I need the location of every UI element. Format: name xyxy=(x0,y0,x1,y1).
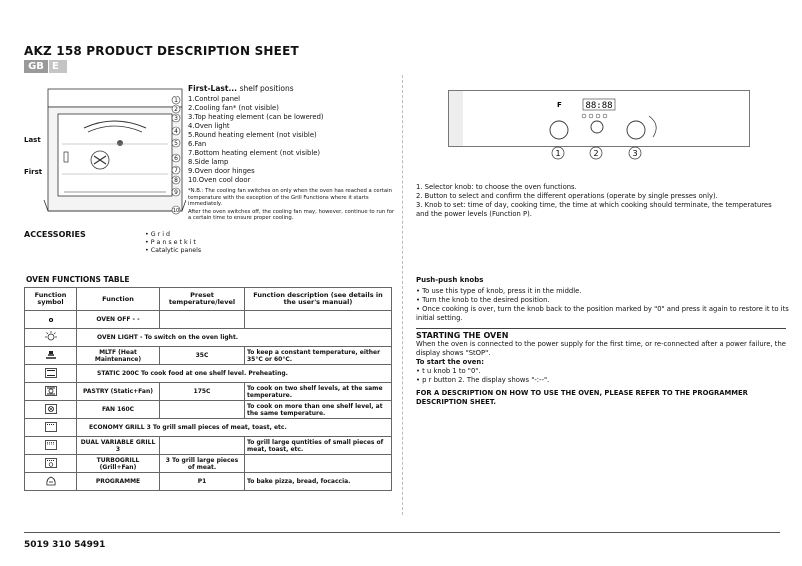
selector-knob-1 xyxy=(550,121,568,139)
economy-grill-icon xyxy=(25,419,77,437)
footer-code: 5019 310 54991 xyxy=(24,540,106,550)
turbogrill-icon xyxy=(25,455,77,473)
part-item: 4.Oven light xyxy=(188,122,230,130)
svg-text:3: 3 xyxy=(632,149,638,158)
push-item: • Once cooking is over, turn the knob back to the position marked by "0" and press it again to restore it to its initial setting. xyxy=(416,305,789,322)
column-divider xyxy=(402,75,403,515)
starting-body xyxy=(416,340,786,407)
table-row xyxy=(25,473,392,491)
svg-text:2: 2 xyxy=(593,149,599,158)
part-item: 1.Control panel xyxy=(188,95,241,103)
fan-icon xyxy=(25,401,77,419)
callout-text: 8 xyxy=(174,177,178,184)
svg-text:o: o xyxy=(48,315,53,324)
lang-e: E xyxy=(49,60,67,73)
function-cell: PASTRY (Static+Fan) xyxy=(77,383,160,401)
callout-markers xyxy=(166,96,186,218)
language-badges xyxy=(24,60,67,73)
callout-text: 7 xyxy=(174,167,178,174)
pastry-icon xyxy=(25,383,77,401)
temp-cell: 35C xyxy=(160,347,245,365)
callout-text: 2 xyxy=(174,106,178,113)
push-knobs-list xyxy=(416,287,796,323)
parts-heading xyxy=(188,84,398,93)
table-row xyxy=(25,383,392,401)
table-row xyxy=(25,419,392,437)
accessory-item: • Catalytic panels xyxy=(145,247,202,255)
label-first: First xyxy=(24,168,43,176)
push-item: • To use this type of knob, press it in the middle. xyxy=(416,287,582,295)
parts-heading-sub: shelf positions xyxy=(239,84,294,93)
starting-label: To start the oven: xyxy=(416,358,484,366)
starting-title: STARTING THE OVEN xyxy=(416,328,786,340)
oven-illustration xyxy=(24,88,186,218)
callout-text: 1 xyxy=(174,97,178,104)
desc-cell: To grill large quntities of small pieces of meat, toast, etc. xyxy=(245,437,392,455)
starting-step: • t u knob 1 to "0". xyxy=(416,367,481,375)
dual-grill-icon xyxy=(25,437,77,455)
temp-cell xyxy=(160,311,245,329)
functions-table-title: OVEN FUNCTIONS TABLE xyxy=(26,275,130,284)
temp-cell: 175C xyxy=(160,383,245,401)
push-item: • Turn the knob to the desired position. xyxy=(416,296,550,304)
part-item: 3.Top heating element (can be lowered) xyxy=(188,113,324,121)
starting-text: When the oven is connected to the power supply for the first time, or re-connected after a power failure, the display shows "StOP". xyxy=(416,340,786,357)
table-row xyxy=(25,401,392,419)
part-item: 10.Oven cool door xyxy=(188,176,251,184)
programme-icon xyxy=(25,473,77,491)
parts-list xyxy=(188,84,398,222)
desc-cell xyxy=(245,455,392,473)
span-cell: OVEN LIGHT - To switch on the oven light. xyxy=(77,329,392,347)
instruction-item: 3. Knob to set: time of day, cooking time, the time at which cooking should terminate, the temperatures and the power levels (Function P). xyxy=(416,201,772,218)
starting-note: FOR A DESCRIPTION ON HOW TO USE THE OVEN, PLEASE REFER TO THE PROGRAMMER DESCRIPTION SHEET. xyxy=(416,389,748,406)
control-panel xyxy=(448,90,750,147)
lang-gb: GB xyxy=(24,60,48,73)
parts-note-1: *N.B.: The cooling fan switches on only when the oven has reached a certain temperature with the exception of the Grill Functions where it starts immediately. xyxy=(188,188,392,208)
callout-text: 3 xyxy=(174,115,178,122)
desc-cell: To cook on two shelf levels, at the same temperature. xyxy=(245,383,392,401)
col-desc: Function description (see details in the user's manual) xyxy=(245,288,392,311)
parts-note-2: After the oven switches off, the cooling fan may, however, continue to run for a certain time to ensure proper cooling. xyxy=(188,208,395,222)
callout-text: 5 xyxy=(174,140,178,147)
starting-step: • p r button 2. The display shows "-:--". xyxy=(416,376,550,384)
svg-text:1: 1 xyxy=(555,149,561,158)
temp-cell: P1 xyxy=(160,473,245,491)
desc-cell xyxy=(245,311,392,329)
callout-text: 9 xyxy=(174,189,178,196)
function-cell: OVEN OFF - - xyxy=(77,311,160,329)
function-cell: TURBOGRILL (Grill+Fan) xyxy=(77,455,160,473)
span-cell: STATIC 200C To cook food at one shelf level. Preheating. xyxy=(77,365,392,383)
part-item: 2.Cooling fan* (not visible) xyxy=(188,104,279,112)
table-row xyxy=(25,437,392,455)
knob-number-markers xyxy=(540,145,650,163)
function-cell: FAN 160C xyxy=(77,401,160,419)
static-icon xyxy=(25,365,77,383)
table-row xyxy=(25,347,392,365)
col-function: Function xyxy=(77,288,160,311)
page-title: AKZ 158 PRODUCT DESCRIPTION SHEET xyxy=(24,44,299,58)
desc-cell: To bake pizza, bread, focaccia. xyxy=(245,473,392,491)
function-cell: PROGRAMME xyxy=(77,473,160,491)
temp-cell xyxy=(160,437,245,455)
function-cell: DUAL VARIABLE GRILL 3 xyxy=(77,437,160,455)
footer-divider xyxy=(24,532,780,533)
oven-diagram xyxy=(24,88,186,222)
part-item: 8.Side lamp xyxy=(188,158,229,166)
knob-3 xyxy=(627,121,645,139)
table-row xyxy=(25,329,392,347)
part-item: 5.Round heating element (not visible) xyxy=(188,131,317,139)
accessory-item: • G r i d xyxy=(145,231,170,238)
part-item: 6.Fan xyxy=(188,140,207,148)
lamp-icon xyxy=(25,329,77,347)
accessory-item: • P a n s e t k i t xyxy=(145,239,196,247)
temp-cell: 3 To grill large pieces of meat. xyxy=(160,455,245,473)
table-header-row xyxy=(25,288,392,311)
desc-cell: To keep a constant temperature, either 35°C or 60°C. xyxy=(245,347,392,365)
functions-table xyxy=(24,287,392,491)
temp-cell xyxy=(160,401,245,419)
part-item: 7.Bottom heating element (not visible) xyxy=(188,149,321,157)
instruction-item: 2. Button to select and confirm the different operations (operate by single presses only). xyxy=(416,192,718,200)
desc-cell: To cook on more than one shelf level, at the same temperature. xyxy=(245,401,392,419)
control-panel-drawing xyxy=(449,91,749,146)
table-row xyxy=(25,311,392,329)
instruction-item: 1. Selector knob: to choose the oven functions. xyxy=(416,183,577,191)
col-temp: Preset temperature/level xyxy=(160,288,245,311)
table-row xyxy=(25,365,392,383)
callout-text: 6 xyxy=(174,155,178,162)
span-cell: ECONOMY GRILL 3 To grill small pieces of meat, toast, etc. xyxy=(77,419,392,437)
accessories-list xyxy=(145,231,201,256)
panel-label-f: F xyxy=(557,101,562,109)
table-row xyxy=(25,455,392,473)
col-symbol: Function symbol xyxy=(25,288,77,311)
callout-text: 4 xyxy=(174,128,178,135)
push-knobs-title: Push-push knobs xyxy=(416,276,484,284)
callout-text: 10 xyxy=(172,208,180,214)
label-last: Last xyxy=(24,136,41,144)
part-item: 9.Oven door hinges xyxy=(188,167,255,175)
function-cell: MLTF (Heat Maintenance) xyxy=(77,347,160,365)
panel-display: 88:88 xyxy=(585,101,613,111)
zero-icon xyxy=(25,311,77,329)
knob-instructions xyxy=(416,183,786,219)
mltf-icon xyxy=(25,347,77,365)
accessories-title: ACCESSORIES xyxy=(24,230,86,239)
parts-heading-main: First-Last... xyxy=(188,84,237,93)
button-2 xyxy=(591,121,603,133)
